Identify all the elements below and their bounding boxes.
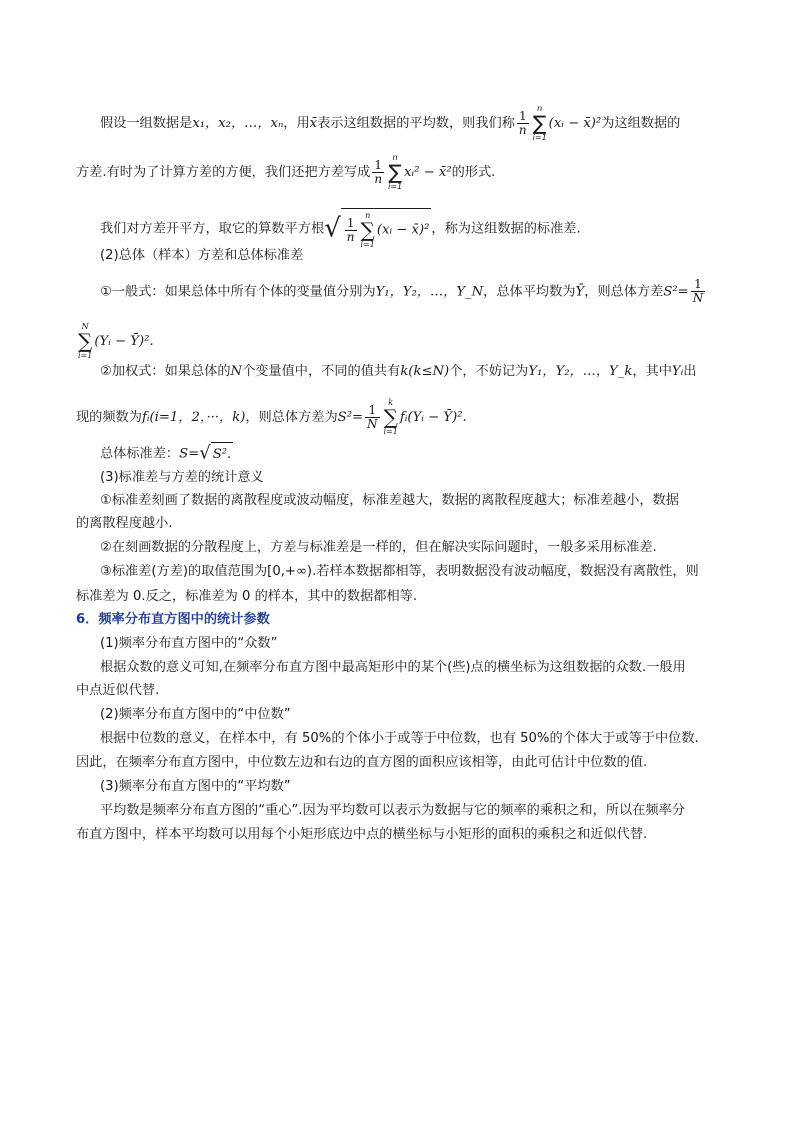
- weighted-formula-line2: [76, 398, 467, 436]
- text: ，则总体方差为: [245, 410, 338, 425]
- mode-text-1: 根据众数的意义可知,在频率分布直方图中最高矩形中的某个(些)点的横坐标为这组数据的众数.一般用: [100, 660, 686, 675]
- text: ，其中: [632, 364, 672, 379]
- section-2-heading: (2)总体（样本）方差和总体标准差: [100, 248, 304, 263]
- general-formula-line2: [76, 322, 154, 360]
- fraction-1-over-N: $\frac{1}{N}$: [692, 277, 704, 305]
- text: ，用: [283, 116, 310, 131]
- text: 为这组数据的: [601, 116, 681, 131]
- fraction-1-over-n: $\frac{1}{n}$: [374, 157, 383, 186]
- summation-symbol: N ∑ i=1: [78, 322, 93, 360]
- fraction-1-over-N: $\frac{1}{N}$: [367, 402, 378, 431]
- distinct-values: Y₁，Y₂，…，Y_k: [528, 364, 633, 379]
- summation-symbol: n ∑ i=1: [532, 104, 547, 142]
- text: 表示这组数据的平均数，则我们称: [317, 116, 515, 131]
- text: 个，不妨记为: [449, 364, 529, 379]
- mean-heading: (3)频率分布直方图中的“平均数”: [100, 779, 291, 794]
- variance-term: (xᵢ − x̄)²: [548, 116, 602, 131]
- median-text-1: 根据中位数的意义，在样本中，有 50%的个体小于或等于中位数，也有 50%的个体大于或等于中位数.: [100, 731, 699, 746]
- population-variables: Y₁，Y₂，…，Y_N: [375, 284, 484, 300]
- mode-text-2: 中点近似代替.: [76, 683, 160, 698]
- text: ，称为这组数据的标准差.: [431, 221, 581, 237]
- std-meaning-1a: ①标准差刻画了数据的离散程度或波动幅度，标准差越大，数据的离散程度越大；标准差越小，数据: [100, 493, 679, 508]
- population-mean: Ȳ: [575, 284, 585, 300]
- summation-symbol: k ∑ i=1: [383, 398, 398, 436]
- text: 的形式.: [451, 165, 496, 180]
- sqrt-S2: √ S².: [199, 442, 232, 464]
- mean-text-1: 平均数是频率分布直方图的“重心”.因为平均数可以表示为数据与它的频率的乘积之和，所以在频率分: [100, 803, 685, 818]
- summation-symbol: n ∑ i=1: [388, 153, 403, 191]
- weighted-variance-term: fᵢ(Yᵢ − Ȳ)².: [399, 410, 467, 425]
- text: 出: [683, 364, 697, 379]
- population-variance-term: (Yᵢ − Ȳ)².: [94, 334, 154, 349]
- text: ，总体平均数为: [483, 284, 576, 300]
- mean-symbol: x̄: [309, 116, 318, 131]
- frequency-variable: fᵢ(i=1，2，···，k): [141, 410, 246, 425]
- variance-definition-line1: [100, 104, 680, 142]
- standard-deviation-definition: [100, 208, 581, 249]
- mode-heading: (1)频率分布直方图中的“众数”: [100, 636, 278, 651]
- text: ①一般式：如果总体中所有个体的变量值分别为: [100, 284, 376, 300]
- variance-symbol: S²=: [337, 410, 364, 425]
- variance-symbol: S²=: [663, 284, 689, 300]
- general-formula-line1: [100, 278, 707, 305]
- population-std-line: 总体标准差：S=√ S².: [100, 442, 232, 464]
- median-heading: (2)频率分布直方图中的“中位数”: [100, 707, 291, 722]
- data-variables: x₁，x₂，…，xₙ: [192, 116, 284, 131]
- text: 我们对方差开平方，取它的算数平方根: [100, 221, 325, 237]
- std-meaning-3a: ③标准差(方差)的取值范围为[0,+∞).若样本数据都相等，表明数据没有波动幅度，数据没有离散性，则: [100, 564, 699, 579]
- fraction-1-over-n: $\frac{1}{n}$: [518, 108, 527, 137]
- text: 方差.有时为了计算方差的方便，我们还把方差写成: [76, 165, 371, 180]
- alternate-variance-term: xᵢ² − x̄²: [404, 165, 452, 180]
- text: 现的频数为: [76, 410, 142, 425]
- text: 假设一组数据是: [100, 116, 193, 131]
- section-3-heading: (3)标准差与方差的统计意义: [100, 470, 264, 485]
- median-text-2: 因此，在频率分布直方图中，中位数左边和右边的直方图的面积应该相等，由此可估计中位数的值.: [76, 755, 648, 770]
- std-meaning-2: ②在刻画数据的分散程度上，方差与标准差是一样的，但在解决实际问题时，一般多采用标准差.: [100, 540, 657, 555]
- text: ，则总体方差: [584, 284, 664, 300]
- text: 个变量值中，不同的值共有: [242, 364, 401, 379]
- weighted-formula-line1: ②加权式：如果总体的N个变量值中，不同的值共有k(k≤N)个，不妨记为Y₁，Y₂，…，Y_k，其中Yᵢ出: [100, 364, 697, 379]
- mean-text-2: 布直方图中，样本平均数可以用每个小矩形底边中点的横坐标与小矩形的面积的乘积之和近似代替.: [76, 827, 648, 842]
- std-meaning-3b: 标准差为 0.反之，标准差为 0 的样本，其中的数据都相等.: [76, 589, 418, 604]
- std-meaning-1b: 的离散程度越小.: [76, 516, 173, 531]
- sqrt-formula: √ $\frac{1}{n}$ n ∑ i=1 (xᵢ − x̄)²: [324, 208, 431, 249]
- section-6-heading: 6．频率分布直方图中的统计参数: [76, 612, 270, 627]
- text: ②加权式：如果总体的: [100, 364, 231, 379]
- variance-definition-line2: [76, 153, 495, 191]
- text: 总体标准差：: [100, 446, 180, 462]
